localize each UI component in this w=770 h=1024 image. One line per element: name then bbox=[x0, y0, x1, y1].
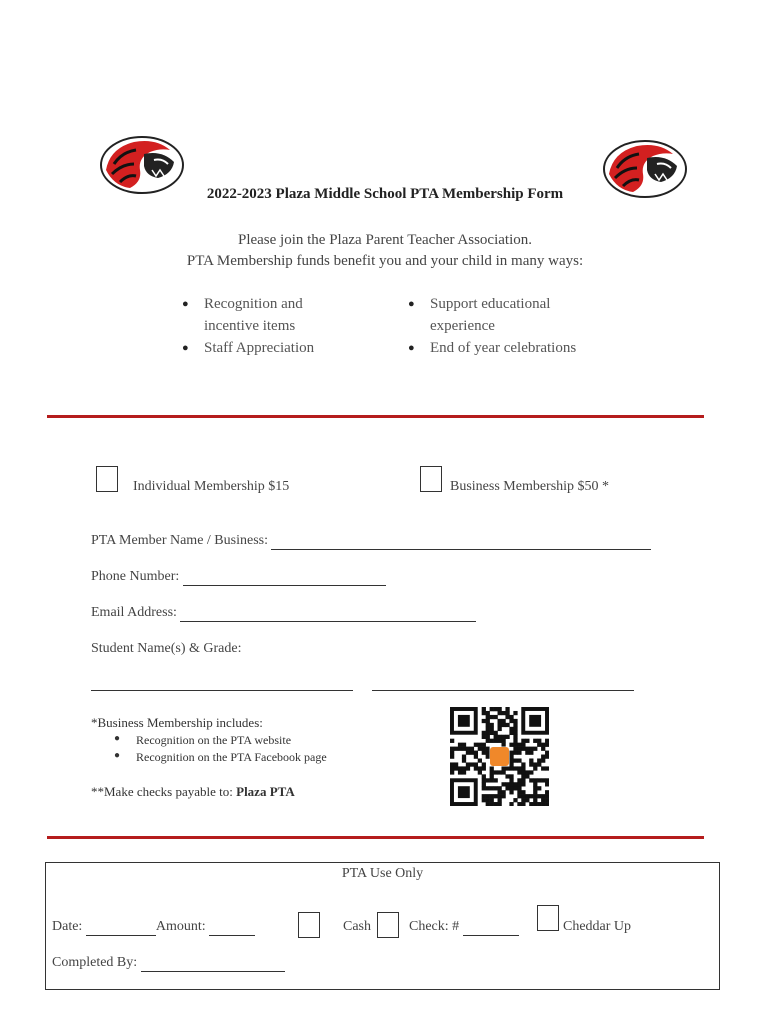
checks-payable-note: **Make checks payable to: Plaza PTA bbox=[91, 784, 295, 799]
pta-use-heading: PTA Use Only bbox=[341, 866, 424, 881]
date-amount-field: Date: Amount: bbox=[52, 919, 255, 936]
divider-bottom bbox=[47, 836, 704, 839]
member-name-input[interactable] bbox=[271, 533, 651, 550]
bullet-icon: ● bbox=[182, 298, 189, 310]
bullet-icon: ● bbox=[114, 733, 121, 744]
form-title: 2022-2023 Plaza Middle School PTA Membership Form bbox=[206, 186, 564, 202]
email-field: Email Address: bbox=[91, 605, 476, 622]
intro-line-1: Please join the Plaza Parent Teacher Association. bbox=[237, 232, 532, 248]
member-name-field: PTA Member Name / Business: bbox=[91, 533, 651, 550]
business-note-heading: *Business Membership includes: bbox=[91, 715, 263, 730]
email-input[interactable] bbox=[180, 605, 476, 622]
intro-line-2: PTA Membership funds benefit you and your child in many ways: bbox=[186, 253, 584, 269]
completed-by-input[interactable] bbox=[141, 955, 285, 972]
business-membership-label: Business Membership $50 * bbox=[450, 479, 610, 494]
tiger-logo-left bbox=[100, 134, 184, 194]
student-input-1[interactable] bbox=[91, 690, 353, 691]
individual-membership-checkbox[interactable] bbox=[96, 466, 118, 492]
cash-checkbox[interactable] bbox=[298, 912, 320, 938]
cheddar-up-label: Cheddar Up bbox=[563, 919, 632, 934]
check-number-input[interactable] bbox=[463, 919, 519, 936]
qr-code bbox=[450, 707, 549, 806]
phone-field: Phone Number: bbox=[91, 569, 386, 586]
phone-input[interactable] bbox=[183, 569, 386, 586]
bullet-icon: ● bbox=[408, 342, 415, 354]
cheddar-up-checkbox[interactable] bbox=[537, 905, 559, 931]
check-number-field: Check: # bbox=[409, 919, 519, 936]
completed-by-field: Completed By: bbox=[52, 955, 285, 972]
benefit-item: ● End of year celebrations bbox=[430, 337, 576, 359]
student-input-2[interactable] bbox=[372, 690, 634, 691]
benefit-item: ● Support educational experience bbox=[430, 293, 550, 337]
student-label: Student Name(s) & Grade: bbox=[91, 641, 242, 656]
amount-input[interactable] bbox=[209, 919, 255, 936]
bullet-icon: ● bbox=[182, 342, 189, 354]
business-note-item: ● Recognition on the PTA website bbox=[114, 733, 292, 747]
benefit-item: ● Recognition and incentive items bbox=[204, 293, 303, 337]
bullet-icon: ● bbox=[114, 750, 121, 761]
bullet-icon: ● bbox=[408, 298, 415, 310]
divider-top bbox=[47, 415, 704, 418]
date-input[interactable] bbox=[86, 919, 156, 936]
check-checkbox[interactable] bbox=[377, 912, 399, 938]
business-membership-checkbox[interactable] bbox=[420, 466, 442, 492]
business-note-item: ● Recognition on the PTA Facebook page bbox=[114, 750, 327, 764]
individual-membership-label: Individual Membership $15 bbox=[133, 479, 290, 494]
cash-label: Cash bbox=[343, 919, 371, 934]
benefit-item: ● Staff Appreciation bbox=[204, 337, 314, 359]
